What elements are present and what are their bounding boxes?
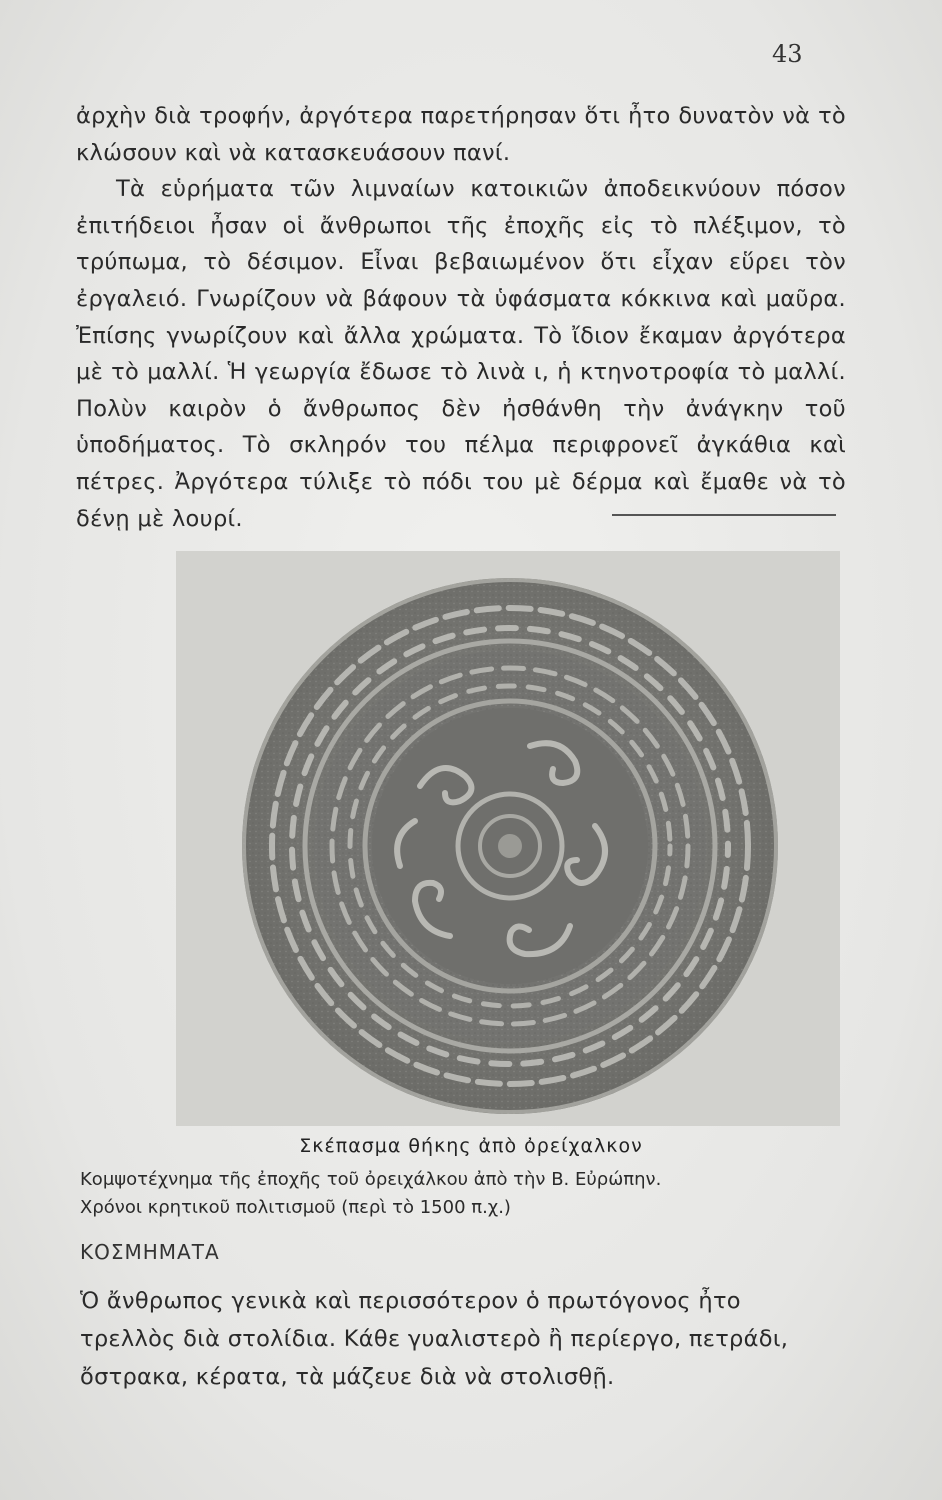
figure-caption-title: Σκέπασμα θήκης ἀπὸ ὀρείχαλκον [299,1135,643,1157]
section-heading: ΚΟΣΜΗΜΑΤΑ [80,1240,220,1264]
text-line: τρελλὸς διὰ στολίδια. Κάθε γυαλιστερὸ ἢ περίεργο, πετράδι, [80,1326,789,1352]
bronze-lid-photograph [176,551,840,1126]
caption-line: Χρόνοι κρητικοῦ πολιτισμοῦ (περὶ τὸ 1500 π.χ.) [80,1197,511,1218]
paragraph: ἀρχὴν διὰ τροφήν, ἀργότερα παρετήρησαν ὅτι ἦτο δυνατὸν νὰ τὸ κλώσουν καὶ νὰ κατασκευάσουν πανί. [76,103,846,166]
figure-caption [80,1166,840,1222]
section-text [80,1282,842,1396]
body-text [76,98,846,537]
text-line: ὄστρακα, κέρατα, τὰ μάζευε διὰ νὰ στολισθῇ. [80,1364,615,1390]
page-number: 43 [772,40,803,68]
caption-line: Κομψοτέχνημα τῆς ἐποχῆς τοῦ ὀρειχάλκου ἀπὸ τὴν Β. Εὐρώπην. [80,1169,662,1190]
text-line: Ὁ ἄνθρωπος γενικὰ καὶ περισσότερον ὁ πρωτόγονος ἦτο [80,1288,741,1314]
decorative-rule [612,514,836,516]
paragraph: Τὰ εὑρήματα τῶν λιμναίων κατοικιῶν ἀποδεικνύουν πόσον ἐπιτήδειοι ἦσαν οἱ ἄνθρωποι τῆς ἐποχῆς εἰς τὸ πλέξιμον, τὸ τρύπωμα, τὸ δέσιμον. Εἶναι βεβαιωμένον ὅτι εἶχαν εὕρει τὸν ἐργαλειό. Γνωρίζουν νὰ βάφουν τὰ ὑφάσματα κόκκινα καὶ μαῦρα. Ἐπίσης γνωρίζουν καὶ ἄλλα χρώματα. Τὸ ἴδιον ἔκαμαν ἀργότερα μὲ τὸ μαλλί. Ἡ γεωργία ἔδωσε τὸ λινὰ ι, ἡ κτηνοτροφία τὸ μαλλί. Πολὺν καιρὸν ὁ ἄνθρωπος δὲν ἠσθάνθη τὴν ἀνάγκην τοῦ ὑποδήματος. Τὸ σκληρόν του πέλμα περιφρονεῖ ἀγκάθια καὶ πέτρες. Ἀργότερα τύλιξε τὸ πόδι του μὲ δέρμα καὶ ἔμαθε νὰ τὸ δένῃ μὲ λουρί. [76,176,846,532]
bronze-lid-image [176,551,840,1126]
